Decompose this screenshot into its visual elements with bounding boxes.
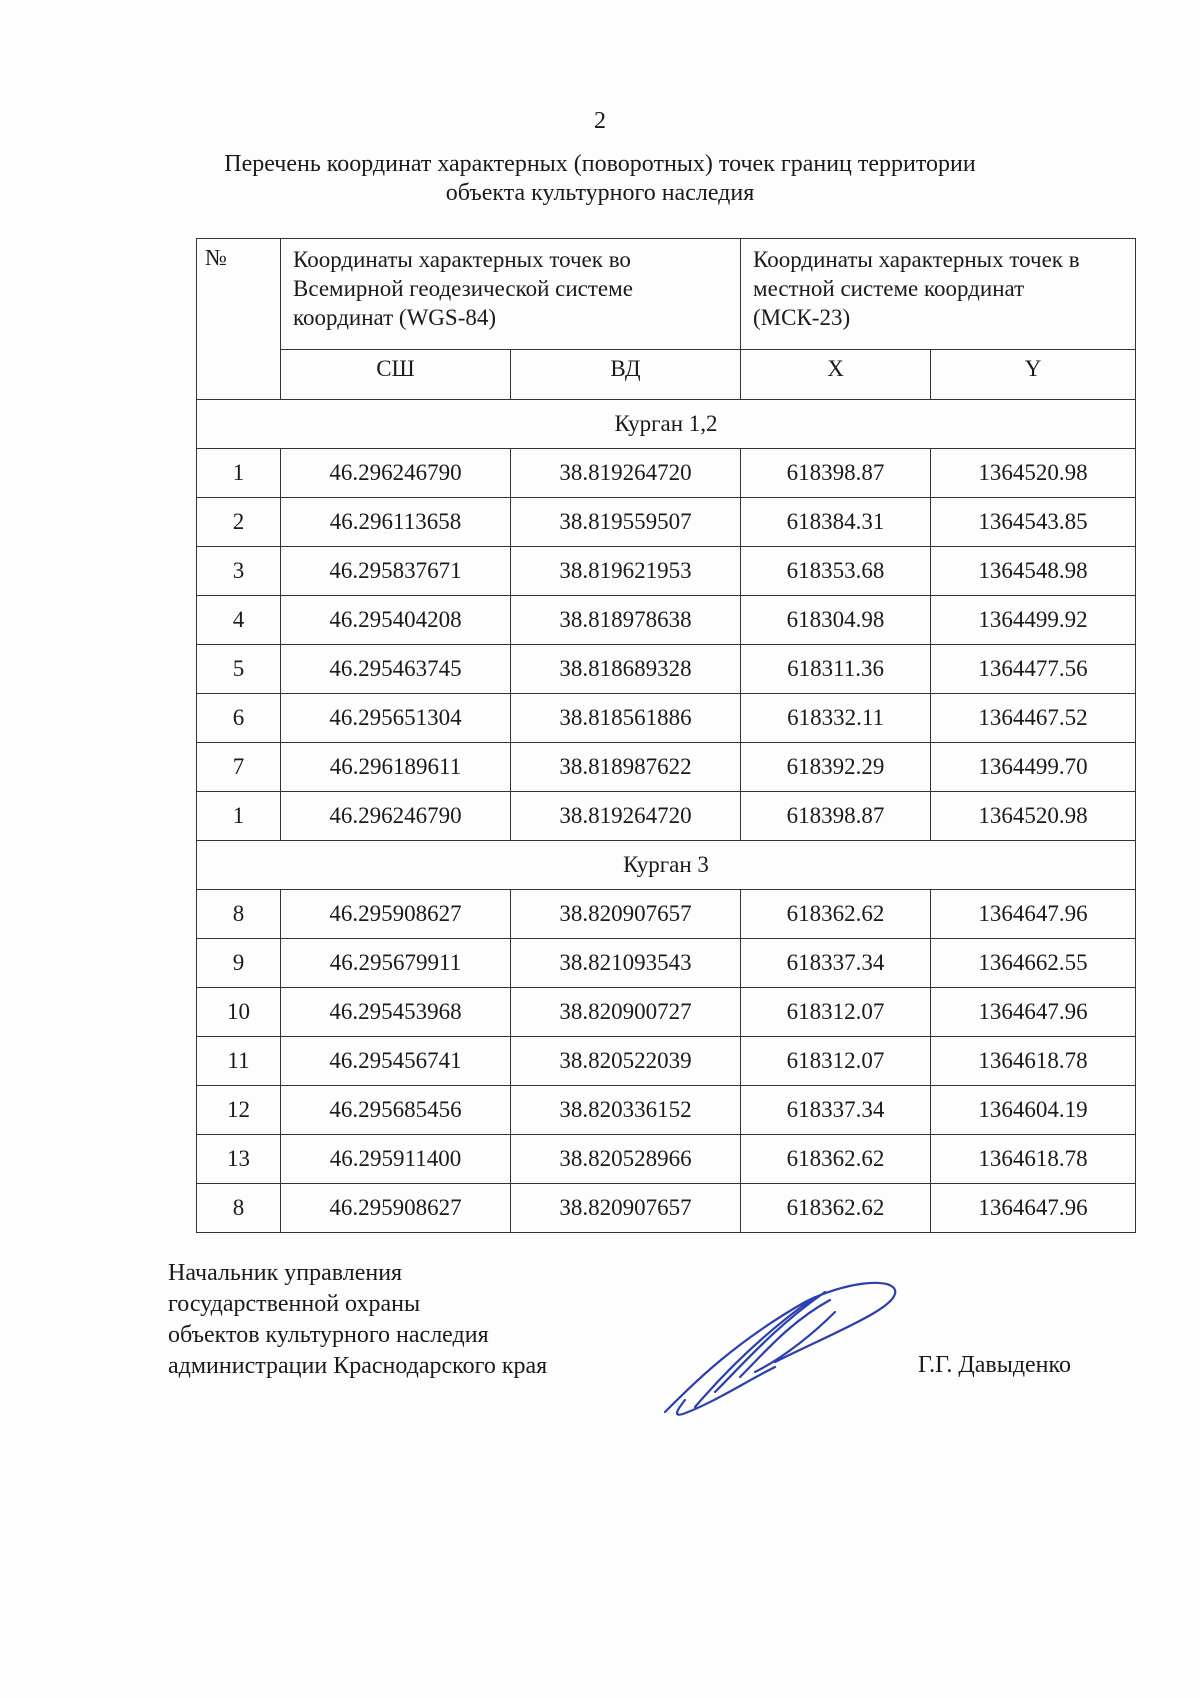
cell-longitude: 38.819264720 bbox=[511, 792, 741, 841]
header-number: № bbox=[197, 239, 281, 400]
cell-longitude: 38.818561886 bbox=[511, 694, 741, 743]
table-row bbox=[197, 449, 1136, 498]
cell-row-number: 2 bbox=[197, 498, 281, 547]
cell-x-coordinate: 618311.36 bbox=[741, 645, 931, 694]
cell-x-coordinate: 618362.62 bbox=[741, 890, 931, 939]
cell-longitude: 38.820900727 bbox=[511, 988, 741, 1037]
cell-row-number: 8 bbox=[197, 890, 281, 939]
cell-x-coordinate: 618398.87 bbox=[741, 449, 931, 498]
section-row bbox=[197, 400, 1136, 449]
cell-row-number: 4 bbox=[197, 596, 281, 645]
table-row bbox=[197, 939, 1136, 988]
cell-y-coordinate: 1364543.85 bbox=[931, 498, 1136, 547]
cell-latitude: 46.295651304 bbox=[281, 694, 511, 743]
header-latitude: СШ bbox=[281, 350, 511, 400]
cell-y-coordinate: 1364647.96 bbox=[931, 1184, 1136, 1233]
cell-y-coordinate: 1364618.78 bbox=[931, 1135, 1136, 1184]
cell-row-number: 6 bbox=[197, 694, 281, 743]
cell-y-coordinate: 1364467.52 bbox=[931, 694, 1136, 743]
cell-y-coordinate: 1364477.56 bbox=[931, 645, 1136, 694]
cell-longitude: 38.820907657 bbox=[511, 1184, 741, 1233]
table-row bbox=[197, 743, 1136, 792]
cell-row-number: 9 bbox=[197, 939, 281, 988]
cell-latitude: 46.296189611 bbox=[281, 743, 511, 792]
table-row bbox=[197, 645, 1136, 694]
cell-row-number: 11 bbox=[197, 1037, 281, 1086]
cell-latitude: 46.295908627 bbox=[281, 890, 511, 939]
cell-y-coordinate: 1364647.96 bbox=[931, 988, 1136, 1037]
cell-longitude: 38.820907657 bbox=[511, 890, 741, 939]
cell-row-number: 1 bbox=[197, 792, 281, 841]
cell-x-coordinate: 618384.31 bbox=[741, 498, 931, 547]
title-line-2: объекта культурного наследия bbox=[445, 180, 755, 206]
cell-longitude: 38.820336152 bbox=[511, 1086, 741, 1135]
cell-row-number: 3 bbox=[197, 547, 281, 596]
cell-row-number: 12 bbox=[197, 1086, 281, 1135]
cell-row-number: 1 bbox=[197, 449, 281, 498]
cell-x-coordinate: 618337.34 bbox=[741, 1086, 931, 1135]
cell-latitude: 46.295404208 bbox=[281, 596, 511, 645]
handwritten-signature bbox=[655, 1272, 905, 1422]
cell-y-coordinate: 1364662.55 bbox=[931, 939, 1136, 988]
signatory-name: Г.Г. Давыденко bbox=[918, 1352, 1071, 1378]
signatory-line-3: объектов культурного наследия bbox=[168, 1322, 489, 1348]
cell-latitude: 46.296246790 bbox=[281, 792, 511, 841]
coordinates-table bbox=[196, 238, 1136, 1233]
cell-longitude: 38.818978638 bbox=[511, 596, 741, 645]
cell-longitude: 38.821093543 bbox=[511, 939, 741, 988]
section-title: Курган 1,2 bbox=[197, 400, 1136, 449]
cell-latitude: 46.295456741 bbox=[281, 1037, 511, 1086]
cell-x-coordinate: 618312.07 bbox=[741, 1037, 931, 1086]
signatory-line-4: администрации Краснодарского края bbox=[168, 1353, 548, 1379]
table-row bbox=[197, 547, 1136, 596]
cell-y-coordinate: 1364520.98 bbox=[931, 792, 1136, 841]
cell-longitude: 38.819559507 bbox=[511, 498, 741, 547]
cell-y-coordinate: 1364499.92 bbox=[931, 596, 1136, 645]
cell-row-number: 8 bbox=[197, 1184, 281, 1233]
cell-x-coordinate: 618337.34 bbox=[741, 939, 931, 988]
cell-y-coordinate: 1364604.19 bbox=[931, 1086, 1136, 1135]
cell-longitude: 38.820528966 bbox=[511, 1135, 741, 1184]
cell-latitude: 46.295463745 bbox=[281, 645, 511, 694]
cell-latitude: 46.295908627 bbox=[281, 1184, 511, 1233]
table-row bbox=[197, 792, 1136, 841]
table-row bbox=[197, 988, 1136, 1037]
cell-x-coordinate: 618332.11 bbox=[741, 694, 931, 743]
cell-x-coordinate: 618304.98 bbox=[741, 596, 931, 645]
cell-latitude: 46.295679911 bbox=[281, 939, 511, 988]
cell-y-coordinate: 1364618.78 bbox=[931, 1037, 1136, 1086]
table-row bbox=[197, 694, 1136, 743]
section-title: Курган 3 bbox=[197, 841, 1136, 890]
cell-x-coordinate: 618362.62 bbox=[741, 1135, 931, 1184]
cell-row-number: 10 bbox=[197, 988, 281, 1037]
document-title bbox=[150, 150, 1050, 208]
table-row bbox=[197, 1135, 1136, 1184]
table-row bbox=[197, 1086, 1136, 1135]
cell-latitude: 46.295685456 bbox=[281, 1086, 511, 1135]
cell-y-coordinate: 1364548.98 bbox=[931, 547, 1136, 596]
cell-y-coordinate: 1364647.96 bbox=[931, 890, 1136, 939]
header-x: X bbox=[741, 350, 931, 400]
cell-row-number: 7 bbox=[197, 743, 281, 792]
cell-latitude: 46.296246790 bbox=[281, 449, 511, 498]
cell-longitude: 38.819621953 bbox=[511, 547, 741, 596]
cell-x-coordinate: 618362.62 bbox=[741, 1184, 931, 1233]
header-y: Y bbox=[931, 350, 1136, 400]
cell-latitude: 46.296113658 bbox=[281, 498, 511, 547]
header-msk-group: Координаты характерных точек в местной системе координат (МСК-23) bbox=[741, 239, 1136, 350]
cell-latitude: 46.295837671 bbox=[281, 547, 511, 596]
table-row bbox=[197, 596, 1136, 645]
title-line-1: Перечень координат характерных (поворотных) точек границ территории bbox=[224, 151, 976, 177]
cell-longitude: 38.819264720 bbox=[511, 449, 741, 498]
cell-longitude: 38.818689328 bbox=[511, 645, 741, 694]
cell-y-coordinate: 1364520.98 bbox=[931, 449, 1136, 498]
cell-x-coordinate: 618398.87 bbox=[741, 792, 931, 841]
header-longitude: ВД bbox=[511, 350, 741, 400]
table-body bbox=[197, 400, 1136, 1233]
table-row bbox=[197, 890, 1136, 939]
cell-row-number: 13 bbox=[197, 1135, 281, 1184]
cell-longitude: 38.820522039 bbox=[511, 1037, 741, 1086]
signatory-line-1: Начальник управления bbox=[168, 1260, 403, 1286]
signatory-line-2: государственной охраны bbox=[168, 1291, 421, 1317]
cell-y-coordinate: 1364499.70 bbox=[931, 743, 1136, 792]
page-number: 2 bbox=[594, 108, 606, 134]
table-row bbox=[197, 498, 1136, 547]
cell-row-number: 5 bbox=[197, 645, 281, 694]
table-row bbox=[197, 1184, 1136, 1233]
cell-latitude: 46.295911400 bbox=[281, 1135, 511, 1184]
table-row bbox=[197, 1037, 1136, 1086]
cell-longitude: 38.818987622 bbox=[511, 743, 741, 792]
cell-x-coordinate: 618353.68 bbox=[741, 547, 931, 596]
signatory-position bbox=[168, 1258, 547, 1382]
cell-latitude: 46.295453968 bbox=[281, 988, 511, 1037]
header-wgs-group: Координаты характерных точек во Всемирной геодезической системе координат (WGS-84) bbox=[281, 239, 741, 350]
cell-x-coordinate: 618392.29 bbox=[741, 743, 931, 792]
section-row bbox=[197, 841, 1136, 890]
cell-x-coordinate: 618312.07 bbox=[741, 988, 931, 1037]
